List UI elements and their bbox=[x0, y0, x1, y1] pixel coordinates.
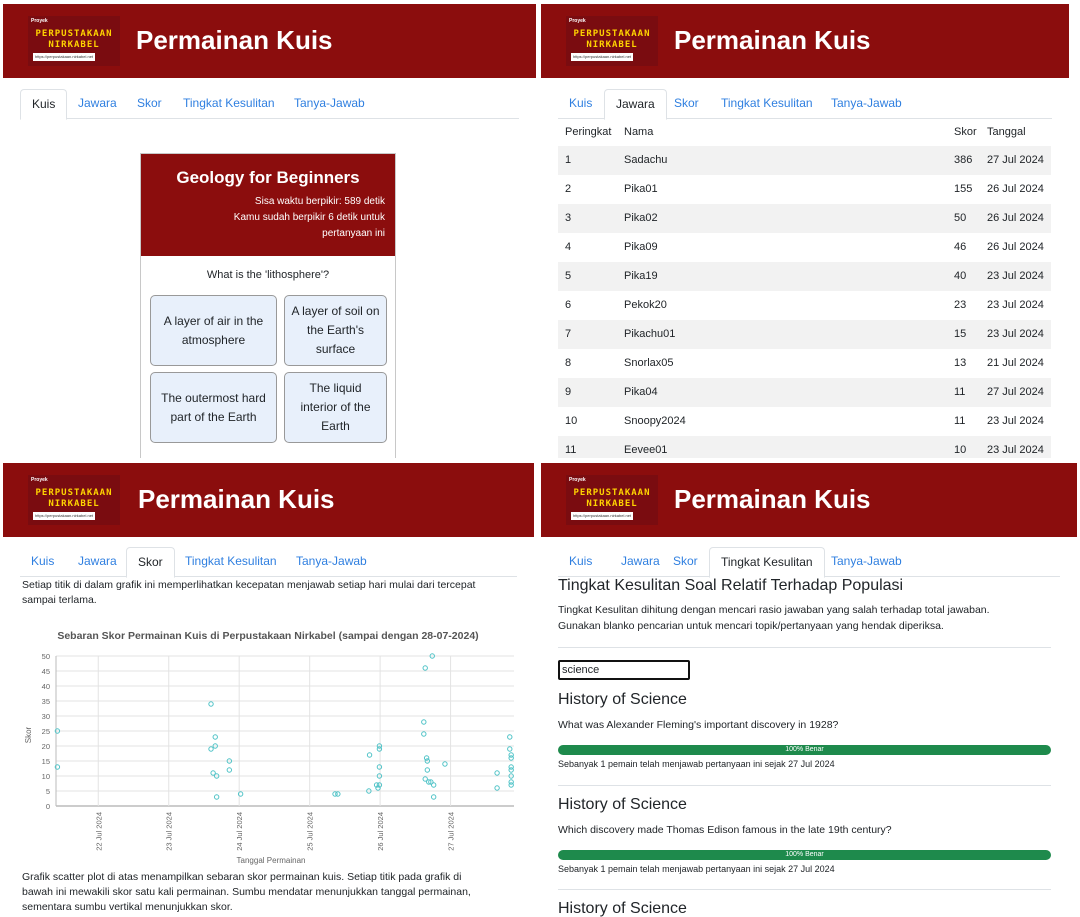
y-axis-label: Skor bbox=[24, 726, 33, 744]
panel-leaderboard bbox=[541, 0, 1069, 458]
answer-option[interactable]: A layer of soil on the Earth's surface bbox=[284, 295, 387, 366]
score-scatter-chart bbox=[18, 625, 518, 869]
data-point bbox=[209, 702, 213, 706]
data-point bbox=[431, 795, 435, 799]
score-cell: 15 bbox=[954, 328, 967, 340]
name-cell: Pika01 bbox=[624, 183, 658, 195]
y-tick-label: 45 bbox=[41, 667, 50, 676]
difficulty-description: Tingkat Kesulitan dihitung dengan mencari rasio jawaban yang salah terhadap total jawaban. Gunakan blanko pencarian untuk mencari topik/pertanyaan yang hendak diperiksa. bbox=[558, 604, 990, 632]
rank-cell: 11 bbox=[565, 444, 577, 456]
topic-heading: History of Science bbox=[558, 691, 687, 708]
score-cell: 155 bbox=[954, 183, 973, 195]
score-cell: 23 bbox=[954, 299, 967, 311]
y-tick-label: 10 bbox=[41, 772, 50, 781]
correct-progress-bar: 100% Benar bbox=[558, 745, 1051, 755]
date-cell: 27 Jul 2024 bbox=[987, 386, 1044, 398]
app-header bbox=[3, 4, 536, 78]
rank-cell: 7 bbox=[565, 328, 572, 340]
divider bbox=[558, 647, 1051, 648]
question-text: What was Alexander Fleming's important discovery in 1928? bbox=[558, 719, 839, 731]
y-tick-label: 20 bbox=[41, 742, 50, 751]
panel-score bbox=[3, 459, 534, 917]
x-tick-label: 26 Jul 2024 bbox=[376, 812, 386, 851]
table-row bbox=[558, 407, 1051, 436]
date-cell: 23 Jul 2024 bbox=[987, 328, 1044, 340]
tab-tingkat-kesulitan[interactable]: Tingkat Kesulitan bbox=[721, 96, 813, 110]
date-cell: 26 Jul 2024 bbox=[987, 241, 1044, 253]
panel-quiz bbox=[3, 0, 536, 458]
score-outro: Grafik scatter plot di atas menampilkan sebaran skor permainan kuis. Setiap titik pada grafik di bawah ini mewakili skor satu kali permainan. Sumbu mendatar menunjukkan tanggal permainan, sementara sumbu vertikal menunjukkan skor. bbox=[22, 871, 471, 913]
date-cell: 23 Jul 2024 bbox=[987, 415, 1044, 427]
question-text: What is the 'lithosphere'? bbox=[206, 269, 330, 281]
app-title: Permainan Kuis bbox=[674, 25, 871, 55]
name-cell: Pika04 bbox=[624, 386, 658, 398]
data-point bbox=[377, 765, 381, 769]
date-cell: 21 Jul 2024 bbox=[987, 357, 1044, 369]
data-point bbox=[336, 792, 340, 796]
y-tick-label: 5 bbox=[45, 787, 50, 796]
x-tick-label: 25 Jul 2024 bbox=[305, 812, 315, 851]
answer-option[interactable]: A layer of air in the atmosphere bbox=[150, 295, 277, 366]
answer-grid bbox=[141, 295, 395, 455]
correct-progress-bar: 100% Benar bbox=[558, 850, 1051, 860]
score-cell: 40 bbox=[954, 270, 967, 282]
y-tick-label: 35 bbox=[41, 697, 50, 706]
tab-jawara[interactable]: Jawara bbox=[621, 554, 660, 568]
answer-count-note: Sebanyak 1 pemain telah menjawab pertanyaan ini sejak 27 Jul 2024 bbox=[558, 759, 835, 769]
question-text: Which discovery made Thomas Edison famous in the late 19th century? bbox=[558, 824, 892, 836]
tab-kuis[interactable]: Kuis bbox=[20, 89, 67, 120]
app-header bbox=[541, 463, 1077, 537]
table-row bbox=[558, 378, 1051, 407]
date-cell: 23 Jul 2024 bbox=[987, 270, 1044, 282]
date-cell: 23 Jul 2024 bbox=[987, 444, 1044, 456]
answer-option[interactable]: The liquid interior of the Earth bbox=[284, 372, 387, 443]
table-header: Peringkat Nama Skor Tanggal bbox=[565, 126, 1026, 138]
rank-cell: 3 bbox=[565, 212, 572, 224]
table-row bbox=[558, 320, 1051, 349]
tab-jawara[interactable]: Jawara bbox=[78, 554, 117, 568]
name-cell: Snoopy2024 bbox=[624, 415, 686, 427]
date-cell: 26 Jul 2024 bbox=[987, 212, 1044, 224]
table-row bbox=[558, 233, 1051, 262]
tab-tingkat-kesulitan[interactable]: Tingkat Kesulitan bbox=[183, 96, 275, 110]
name-cell: Sadachu bbox=[624, 154, 668, 166]
table-row bbox=[558, 175, 1051, 204]
tab-bar bbox=[20, 89, 519, 119]
rank-cell: 1 bbox=[565, 154, 572, 166]
date-cell: 26 Jul 2024 bbox=[987, 183, 1044, 195]
rank-cell: 4 bbox=[565, 241, 572, 253]
data-point bbox=[509, 783, 513, 787]
date-cell: 27 Jul 2024 bbox=[987, 154, 1044, 166]
score-cell: 50 bbox=[954, 212, 967, 224]
quiz-header bbox=[141, 154, 395, 256]
tab-tanya-jawab[interactable]: Tanya-Jawab bbox=[831, 554, 902, 568]
y-tick-label: 30 bbox=[41, 712, 50, 721]
app-title: Permainan Kuis bbox=[138, 484, 335, 514]
logo[interactable]: Proyek PERPUSTAKAAN NIRKABEL https://perpustakaan.nirkabel.net bbox=[28, 16, 120, 66]
score-cell: 386 bbox=[954, 154, 973, 166]
app-title: Permainan Kuis bbox=[674, 484, 871, 514]
chart-title: Sebaran Skor Permainan Kuis di Perpustakaan Nirkabel (sampai dengan 28-07-2024) bbox=[57, 630, 479, 642]
name-cell: Pikachu01 bbox=[624, 328, 676, 340]
leaderboard-table bbox=[558, 118, 1051, 458]
answer-count-note: Sebanyak 1 pemain telah menjawab pertanyaan ini sejak 27 Jul 2024 bbox=[558, 864, 835, 874]
tab-kuis[interactable]: Kuis bbox=[569, 554, 593, 568]
app-header bbox=[541, 4, 1069, 78]
time-spent-line-1: Kamu sudah berpikir 6 detik untuk bbox=[233, 212, 385, 223]
logo[interactable]: Proyek PERPUSTAKAAN NIRKABEL https://perpustakaan.nirkabel.net bbox=[566, 475, 658, 525]
name-cell: Pika09 bbox=[624, 241, 658, 253]
tab-skor[interactable]: Skor bbox=[674, 96, 699, 110]
data-point bbox=[508, 735, 512, 739]
rank-cell: 2 bbox=[565, 183, 572, 195]
tab-bar bbox=[558, 547, 1060, 577]
search-input[interactable]: science bbox=[558, 660, 690, 680]
table-row bbox=[558, 349, 1051, 378]
y-tick-label: 15 bbox=[41, 757, 50, 766]
table-row bbox=[558, 204, 1051, 233]
tab-tingkat-kesulitan[interactable]: Tingkat Kesulitan bbox=[185, 554, 277, 568]
data-point bbox=[431, 783, 435, 787]
logo[interactable]: Proyek PERPUSTAKAAN NIRKABEL https://perpustakaan.nirkabel.net bbox=[566, 16, 658, 66]
score-cell: 11 bbox=[954, 415, 966, 427]
rank-cell: 5 bbox=[565, 270, 572, 282]
data-point bbox=[423, 666, 427, 670]
table-row bbox=[558, 146, 1051, 175]
tab-tanya-jawab[interactable]: Tanya-Jawab bbox=[296, 554, 367, 568]
divider bbox=[558, 889, 1051, 890]
rank-cell: 6 bbox=[565, 299, 572, 311]
data-point bbox=[495, 786, 499, 790]
data-point bbox=[509, 756, 513, 760]
table-row bbox=[558, 291, 1051, 320]
tab-tanya-jawab[interactable]: Tanya-Jawab bbox=[831, 96, 902, 110]
logo[interactable]: Proyek PERPUSTAKAAN NIRKABEL https://perpustakaan.nirkabel.net bbox=[28, 475, 120, 525]
data-point bbox=[509, 768, 513, 772]
time-left: Sisa waktu berpikir: 589 detik bbox=[254, 196, 385, 207]
difficulty-heading: Tingkat Kesulitan Soal Relatif Terhadap Populasi bbox=[558, 577, 904, 594]
tab-skor[interactable]: Skor bbox=[137, 96, 162, 110]
score-cell: 10 bbox=[954, 444, 967, 456]
tab-skor[interactable]: Skor bbox=[126, 547, 175, 578]
data-point bbox=[214, 795, 218, 799]
tab-bar bbox=[20, 547, 517, 577]
app-title: Permainan Kuis bbox=[136, 25, 333, 55]
name-cell: Snorlax05 bbox=[624, 357, 674, 369]
divider bbox=[558, 785, 1051, 786]
data-point bbox=[495, 771, 499, 775]
data-point bbox=[213, 735, 217, 739]
data-point bbox=[422, 732, 426, 736]
topic-heading: History of Science bbox=[558, 900, 687, 917]
score-intro: Setiap titik di dalam grafik ini memperlihatkan kecepatan menjawab setiap hari mulai dari tercepat sampai terlama. bbox=[22, 579, 476, 606]
time-spent-line-2: pertanyaan ini bbox=[322, 228, 385, 239]
tab-jawara[interactable]: Jawara bbox=[604, 89, 667, 120]
name-cell: Pekok20 bbox=[624, 299, 667, 311]
answer-option[interactable]: The outermost hard part of the Earth bbox=[150, 372, 277, 443]
y-tick-label: 50 bbox=[41, 652, 50, 661]
rank-cell: 10 bbox=[565, 415, 578, 427]
name-cell: Pika02 bbox=[624, 212, 658, 224]
tab-kuis[interactable]: Kuis bbox=[31, 554, 55, 568]
data-point bbox=[508, 747, 512, 751]
tab-skor[interactable]: Skor bbox=[673, 554, 698, 568]
data-point bbox=[367, 753, 371, 757]
score-cell: 11 bbox=[954, 386, 966, 398]
data-point bbox=[422, 720, 426, 724]
x-tick-label: 23 Jul 2024 bbox=[164, 812, 174, 851]
rank-cell: 8 bbox=[565, 357, 572, 369]
date-cell: 23 Jul 2024 bbox=[987, 299, 1044, 311]
app-header bbox=[3, 463, 534, 537]
panel-difficulty bbox=[541, 459, 1077, 917]
tab-jawara[interactable]: Jawara bbox=[78, 96, 117, 110]
x-tick-label: 22 Jul 2024 bbox=[94, 812, 104, 851]
tab-tingkat-kesulitan[interactable]: Tingkat Kesulitan bbox=[709, 547, 825, 578]
name-cell: Eevee01 bbox=[624, 444, 668, 456]
table-row bbox=[558, 262, 1051, 291]
x-axis-label: Tanggal Permainan bbox=[236, 856, 306, 865]
tab-tanya-jawab[interactable]: Tanya-Jawab bbox=[294, 96, 365, 110]
data-point bbox=[443, 762, 447, 766]
data-point bbox=[425, 768, 429, 772]
y-tick-label: 40 bbox=[41, 682, 50, 691]
tab-kuis[interactable]: Kuis bbox=[569, 96, 593, 110]
quiz-card bbox=[140, 153, 396, 458]
topic-heading: History of Science bbox=[558, 796, 687, 813]
data-point bbox=[209, 747, 213, 751]
rank-cell: 9 bbox=[565, 386, 572, 398]
x-tick-label: 24 Jul 2024 bbox=[235, 812, 245, 851]
name-cell: Pika19 bbox=[624, 270, 658, 282]
y-tick-label: 25 bbox=[41, 727, 50, 736]
score-cell: 13 bbox=[954, 357, 967, 369]
table-row bbox=[558, 436, 1051, 458]
data-point bbox=[227, 768, 231, 772]
data-point bbox=[377, 747, 381, 751]
y-tick-label: 0 bbox=[45, 802, 50, 811]
quiz-title: Geology for Beginners bbox=[176, 168, 360, 187]
x-tick-label: 27 Jul 2024 bbox=[446, 812, 456, 851]
tab-bar bbox=[558, 89, 1052, 119]
score-cell: 46 bbox=[954, 241, 967, 253]
